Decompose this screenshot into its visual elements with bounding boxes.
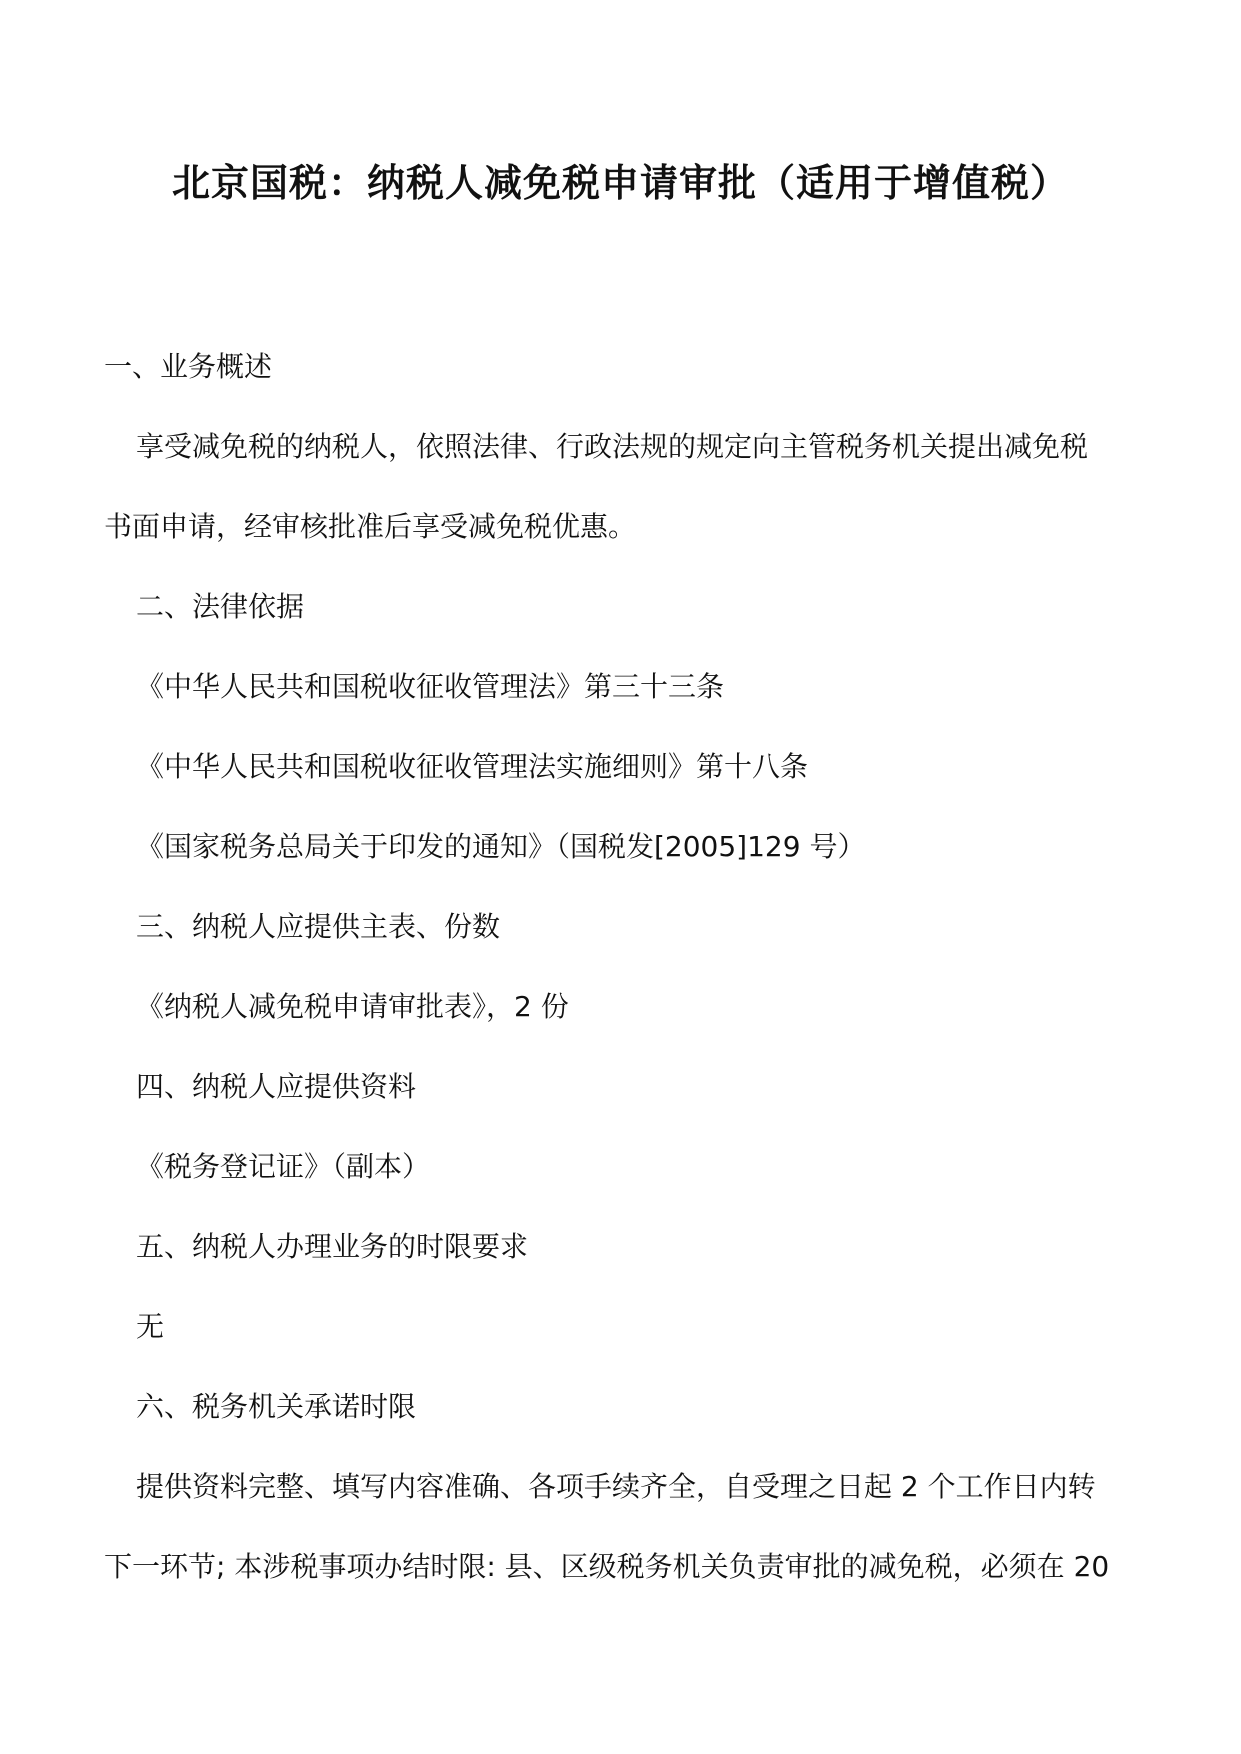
- paragraph-line: 书面申请，经审核批准后享受减免税优惠。: [104, 510, 637, 543]
- paragraph-line: 享受减免税的纳税人，依照法律、行政法规的规定向主管税务机关提出减免税: [136, 430, 1089, 463]
- legal-reference: 《中华人民共和国税收征收管理法》第三十三条: [136, 670, 725, 703]
- section-heading-main-form: 三、纳税人应提供主表、份数: [136, 910, 501, 943]
- legal-reference: 《中华人民共和国税收征收管理法实施细则》第十八条: [136, 750, 809, 783]
- section-heading-time-limit: 五、纳税人办理业务的时限要求: [136, 1230, 529, 1263]
- time-limit-value: 无: [136, 1310, 165, 1343]
- section-heading-legal-basis: 二、法律依据: [136, 590, 305, 623]
- document-title: 北京国税：纳税人减免税申请审批（适用于增值税）: [171, 161, 1069, 205]
- paragraph-line: 下一环节; 本涉税事项办结时限: 县、区级税务机关负责审批的减免税，必须在 20: [104, 1550, 1110, 1583]
- main-form-item: 《纳税人减免税申请审批表》，2 份: [136, 990, 569, 1023]
- paragraph-line: 提供资料完整、填写内容准确、各项手续齐全，自受理之日起 2 个工作日内转: [136, 1470, 1096, 1503]
- material-item: 《税务登记证》（副本）: [136, 1150, 431, 1183]
- legal-reference: 《国家税务总局关于印发的通知》（国税发[2005]129 号）: [136, 830, 866, 863]
- section-heading-overview: 一、业务概述: [104, 350, 273, 383]
- section-heading-materials: 四、纳税人应提供资料: [136, 1070, 417, 1103]
- section-heading-commitment: 六、税务机关承诺时限: [136, 1390, 417, 1423]
